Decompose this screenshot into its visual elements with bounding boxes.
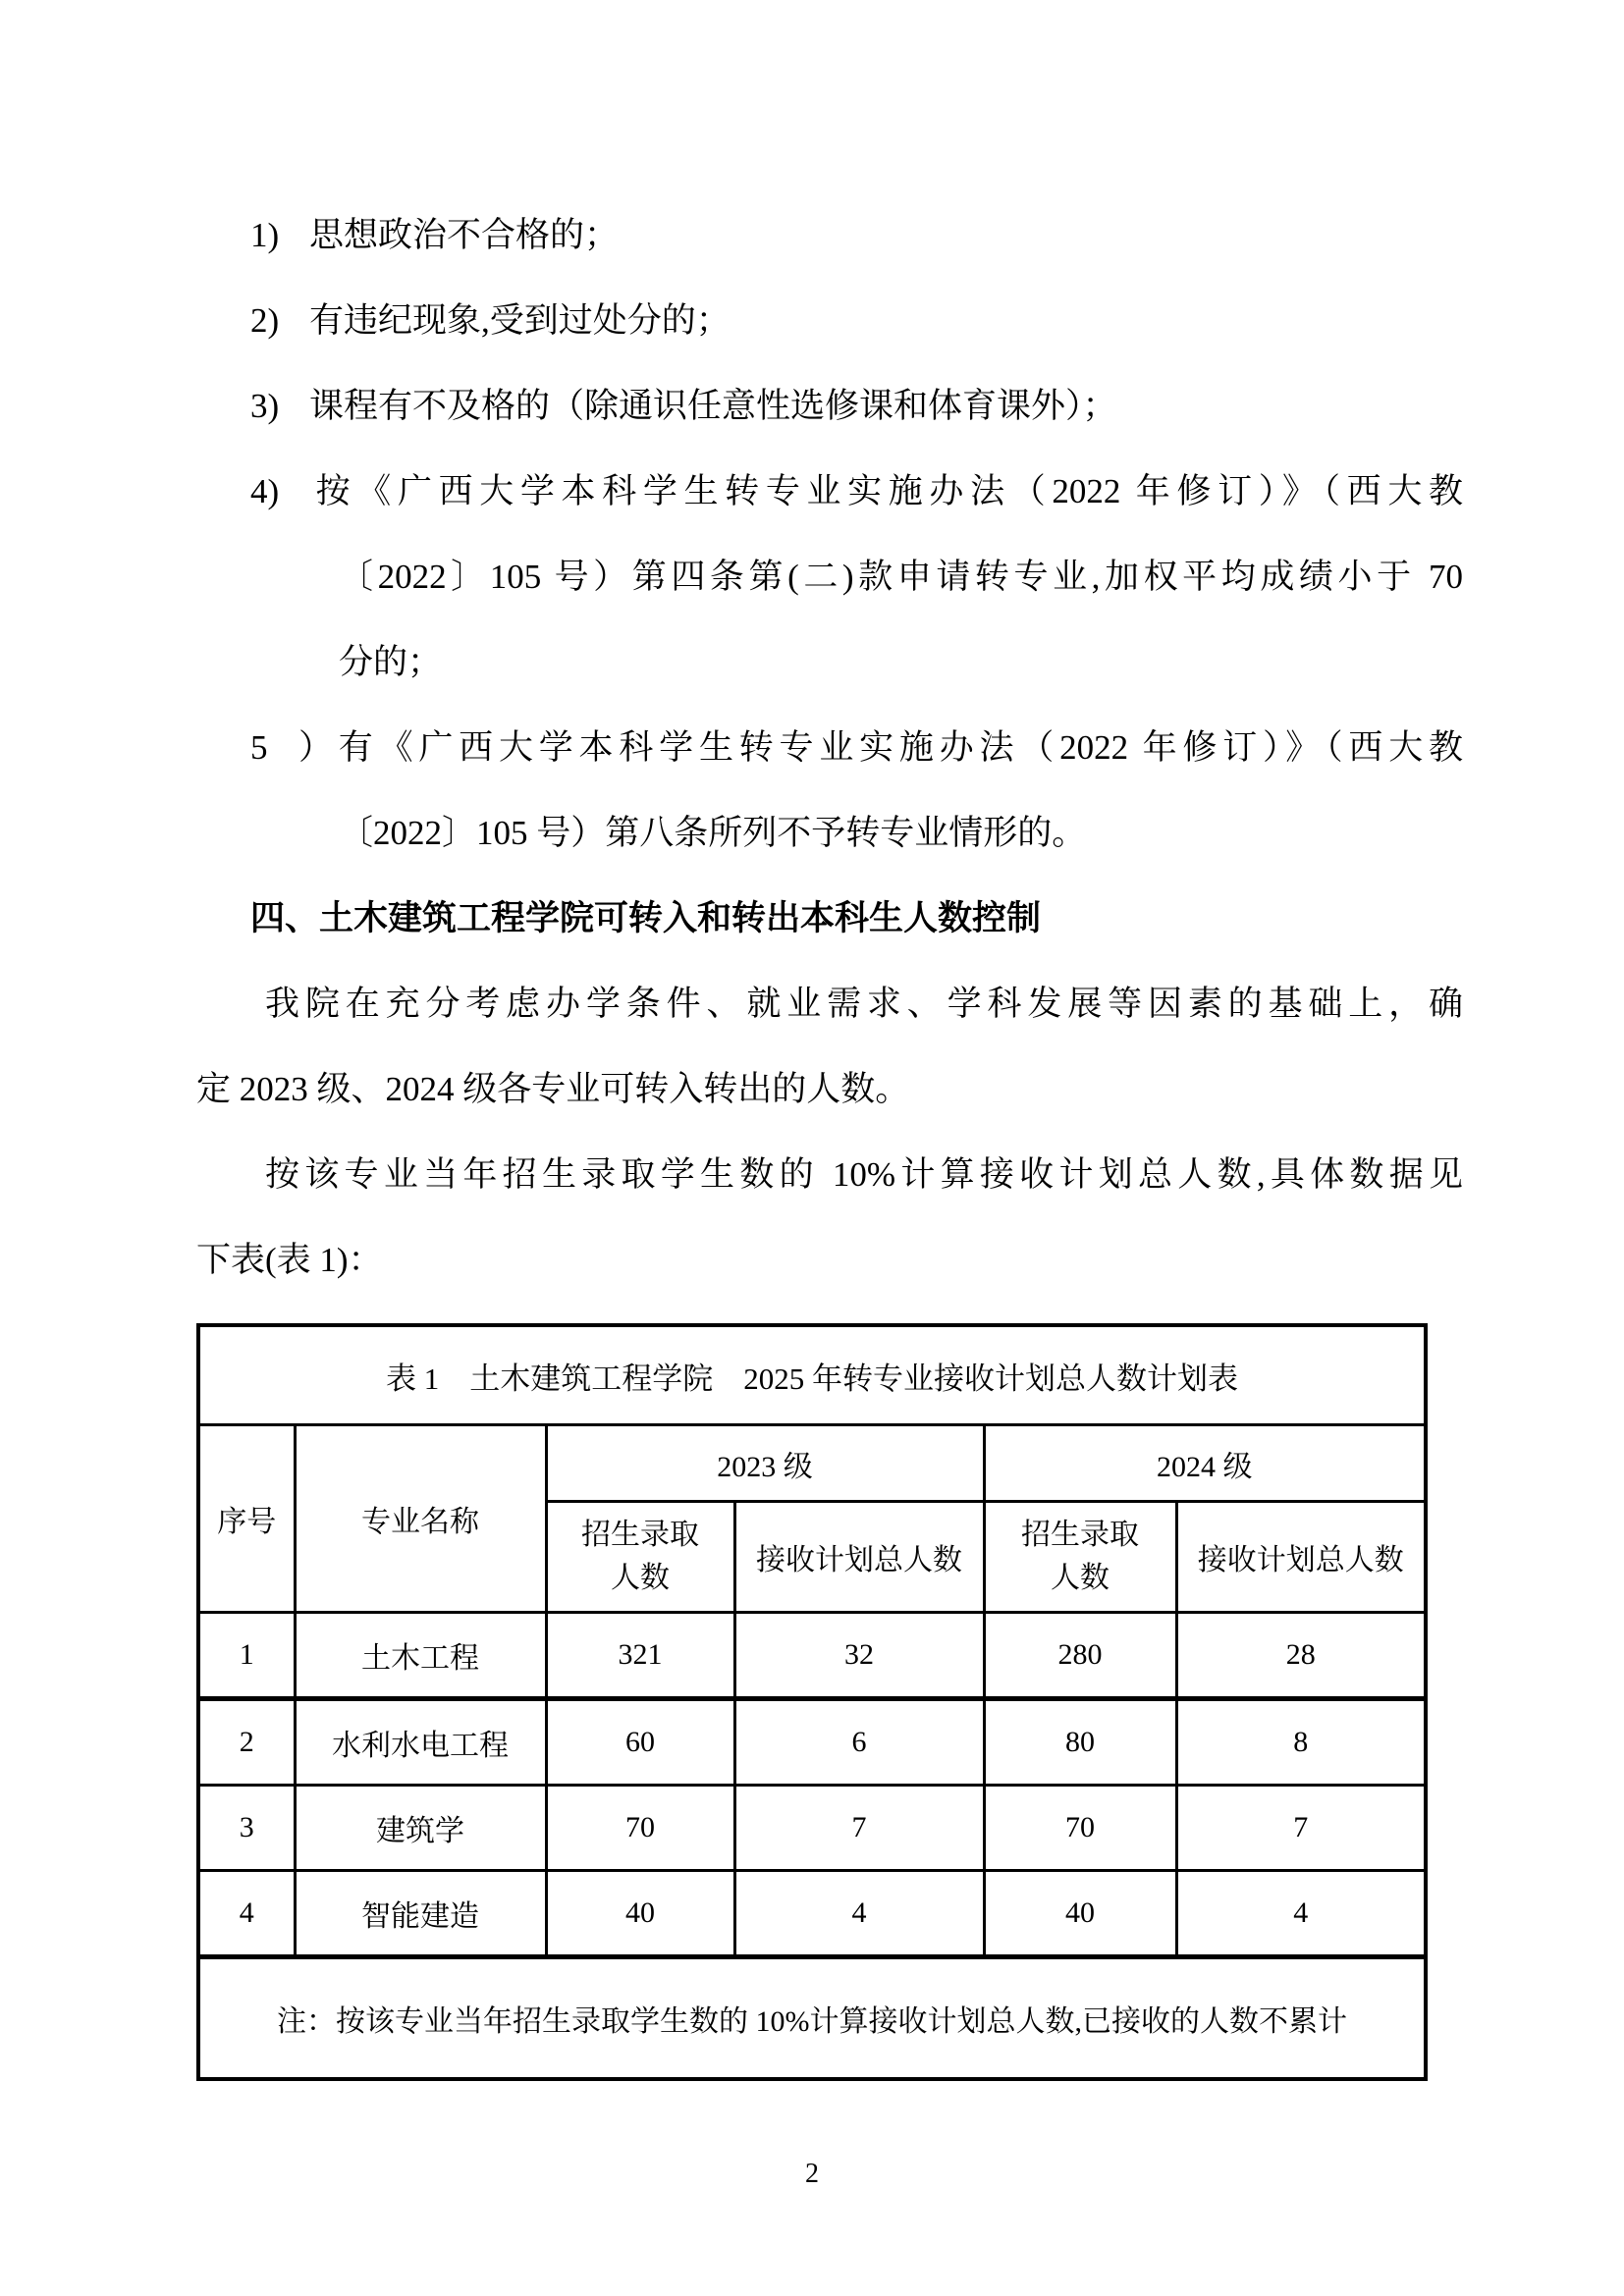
cell-plan-2024-4: 4 bbox=[1176, 1871, 1426, 1957]
cell-plan-2023-4: 4 bbox=[734, 1871, 984, 1957]
list-item-2 bbox=[250, 278, 1463, 363]
col-header-enroll-2024-line-1: 招生录取 bbox=[1021, 1519, 1139, 1551]
col-header-plan-2023: 接收计划总人数 bbox=[734, 1502, 984, 1613]
cell-enroll-2024-3: 70 bbox=[984, 1786, 1176, 1871]
cell-plan-2023-2: 6 bbox=[734, 1699, 984, 1786]
col-header-enroll-2023 bbox=[546, 1502, 734, 1613]
paragraph-2-line-1: 按该专业当年招生录取学生数的 10%计算接收计划总人数,具体数据见 bbox=[265, 1155, 1463, 1194]
list-item-4-line-1 bbox=[250, 449, 1463, 534]
cell-major-1: 土木工程 bbox=[295, 1613, 546, 1699]
table-note: 注：按该专业当年招生录取学生数的 10%计算接收计划总人数,已接收的人数不累计 bbox=[198, 1957, 1426, 2080]
col-header-cohort-2023: 2023 级 bbox=[546, 1425, 984, 1502]
table-row-4 bbox=[198, 1871, 1426, 1957]
col-header-cohort-2024: 2024 级 bbox=[984, 1425, 1426, 1502]
list-item-5-line-2: 〔2022〕105 号）第八条所列不予转专业情形的。 bbox=[339, 814, 1087, 852]
list-item-3-number: 3) bbox=[250, 387, 280, 425]
list-item-4-text-1: 按《广西大学本科学生转专业实施办法（2022 年修订）》（西大教 bbox=[309, 472, 1463, 510]
paragraph-1-line-2: 定 2023 级、2024 级各专业可转入转出的人数。 bbox=[196, 1070, 910, 1108]
table-note-row bbox=[198, 1957, 1426, 2080]
table-title-row bbox=[198, 1325, 1426, 1425]
section-heading: 四、土木建筑工程学院可转入和转出本科生人数控制 bbox=[250, 899, 1042, 937]
cell-enroll-2023-1: 321 bbox=[546, 1613, 734, 1699]
list-item-3-text: 课程有不及格的（除通识任意性选修课和体育课外）； bbox=[309, 387, 1117, 425]
list-item-4-number: 4) bbox=[250, 472, 280, 510]
list-item-5-text-1: 有《广西大学本科学生转专业实施办法（2022 年修订）》（西大教 bbox=[333, 728, 1463, 767]
cell-index-1: 1 bbox=[198, 1613, 295, 1699]
table-row-1 bbox=[198, 1613, 1426, 1699]
table-row-2 bbox=[198, 1699, 1426, 1786]
cell-major-3: 建筑学 bbox=[295, 1786, 546, 1871]
col-header-index: 序号 bbox=[198, 1425, 295, 1613]
page-number: 2 bbox=[805, 2159, 819, 2189]
table-header-band-row bbox=[198, 1425, 1426, 1502]
cell-enroll-2024-4: 40 bbox=[984, 1871, 1176, 1957]
paragraph-1-line-1: 我院在充分考虑办学条件、就业需求、学科发展等因素的基础上，确 bbox=[265, 985, 1463, 1023]
list-item-2-text: 有违纪现象,受到过处分的； bbox=[309, 301, 731, 340]
paragraph-2-line-2: 下表(表 1)： bbox=[196, 1241, 383, 1279]
table-row-3 bbox=[198, 1786, 1426, 1871]
transfer-plan-table bbox=[196, 1323, 1428, 2081]
cell-major-2: 水利水电工程 bbox=[295, 1699, 546, 1786]
list-item-1-number: 1) bbox=[250, 216, 280, 254]
list-item-1-text: 思想政治不合格的； bbox=[309, 216, 620, 254]
cell-plan-2023-1: 32 bbox=[734, 1613, 984, 1699]
col-header-enroll-2024 bbox=[984, 1502, 1176, 1613]
list-item-5-line-1 bbox=[250, 705, 1463, 790]
cell-plan-2024-3: 7 bbox=[1176, 1786, 1426, 1871]
cell-major-4: 智能建造 bbox=[295, 1871, 546, 1957]
list-item-5-number: 5） bbox=[250, 728, 333, 767]
cell-index-4: 4 bbox=[198, 1871, 295, 1957]
list-item-4-line-2: 〔2022〕105 号）第四条第(二)款申请转专业,加权平均成绩小于 70 bbox=[339, 558, 1463, 596]
cell-plan-2023-3: 7 bbox=[734, 1786, 984, 1871]
col-header-major: 专业名称 bbox=[295, 1425, 546, 1613]
col-header-enroll-2023-line-2: 人数 bbox=[611, 1562, 670, 1594]
cell-enroll-2023-3: 70 bbox=[546, 1786, 734, 1871]
cell-index-2: 2 bbox=[198, 1699, 295, 1786]
list-item-2-number: 2) bbox=[250, 301, 280, 340]
cell-plan-2024-1: 28 bbox=[1176, 1613, 1426, 1699]
list-item-4-line-3: 分的； bbox=[339, 643, 443, 681]
cell-index-3: 3 bbox=[198, 1786, 295, 1871]
table-title: 表 1 土木建筑工程学院 2025 年转专业接收计划总人数计划表 bbox=[198, 1325, 1426, 1425]
cell-enroll-2024-1: 280 bbox=[984, 1613, 1176, 1699]
col-header-enroll-2023-line-1: 招生录取 bbox=[581, 1519, 699, 1551]
list-item-1 bbox=[250, 192, 1463, 278]
col-header-plan-2024: 接收计划总人数 bbox=[1176, 1502, 1426, 1613]
col-header-enroll-2024-line-2: 人数 bbox=[1051, 1562, 1110, 1594]
cell-enroll-2024-2: 80 bbox=[984, 1699, 1176, 1786]
cell-plan-2024-2: 8 bbox=[1176, 1699, 1426, 1786]
cell-enroll-2023-2: 60 bbox=[546, 1699, 734, 1786]
cell-enroll-2023-4: 40 bbox=[546, 1871, 734, 1957]
list-item-3 bbox=[250, 363, 1463, 449]
